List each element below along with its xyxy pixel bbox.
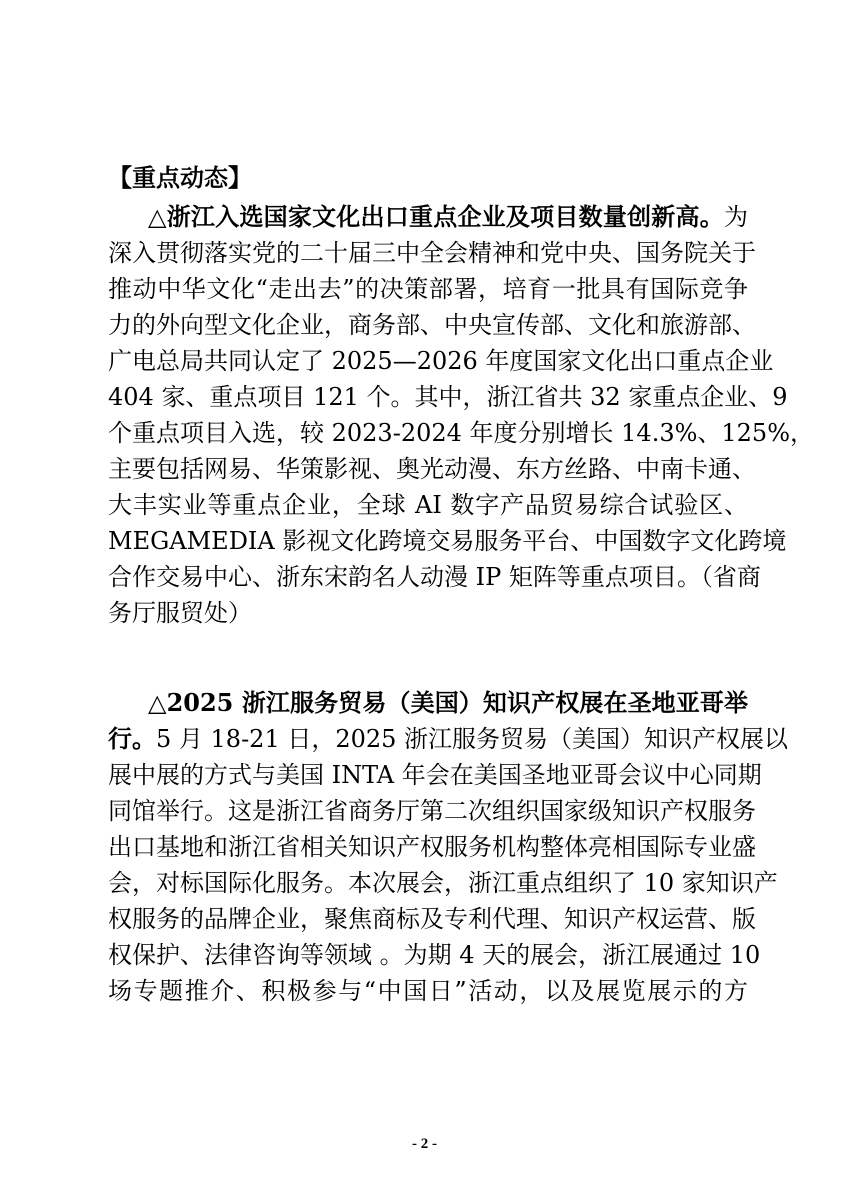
paragraph-line: 同馆举行。这是浙江省商务厅第二次组织国家级知识产权服务 (108, 797, 756, 825)
paragraph-line: 场专题推介、积极参与“中国日”活动，以及展览展示的方 (108, 977, 748, 1005)
paragraph-line (108, 199, 748, 235)
paragraph-line: 力的外向型文化企业，商务部、中央宣传部、文化和旅游部、 (108, 311, 756, 339)
news-item-2 (108, 685, 789, 1009)
paragraph-line: 权保护、法律咨询等领域 。为期 4 天的展会，浙江展通过 10 (108, 941, 761, 969)
paragraph-line (108, 685, 748, 721)
paragraph-line: 合作交易中心、浙东宋韵名人动漫 IP 矩阵等重点项目。（省商 (108, 563, 761, 591)
paragraph-line: MEGAMEDIA 影视文化跨境交易服务平台、中国数字文化跨境 (108, 527, 787, 555)
paragraph-line: 出口基地和浙江省相关知识产权服务机构整体亮相国际专业盛 (108, 833, 756, 861)
paragraph-text: 5 月 18-21 日，2025 浙江服务贸易（美国）知识产权展以 (156, 725, 789, 753)
item-title: △2025 浙江服务贸易（美国）知识产权展在圣地亚哥举 (148, 688, 748, 717)
paragraph-line: 广电总局共同认定了 2025—2026 年度国家文化出口重点企业 (108, 347, 774, 375)
page-number: - 2 - (412, 1136, 437, 1152)
paragraph-line: 主要包括网易、华策影视、奥光动漫、东方丝路、中南卡通、 (108, 455, 756, 483)
item-title: △浙江入选国家文化出口重点企业及项目数量创新高。 (148, 202, 724, 231)
paragraph-line: 个重点项目入选，较 2023-2024 年度分别增长 14.3%、125%， (108, 419, 815, 447)
paragraph-line: 展中展的方式与美国 INTA 年会在美国圣地亚哥会议中心同期 (108, 761, 762, 789)
item-title-continued: 行。 (108, 724, 156, 753)
paragraph-line (108, 721, 789, 757)
paragraph-line: 权服务的品牌企业，聚焦商标及专利代理、知识产权运营、版 (108, 905, 756, 933)
paragraph-line: 大丰实业等重点企业，全球 AI 数字产品贸易综合试验区、 (108, 491, 748, 519)
paragraph-text: 为 (724, 203, 748, 231)
paragraph-line: 404 家、重点项目 121 个。其中，浙江省共 32 家重点企业、9 (108, 383, 788, 411)
paragraph-line: 务厅服贸处） (108, 599, 252, 627)
news-item-1 (108, 199, 815, 631)
section-heading: 【重点动态】 (108, 164, 252, 192)
paragraph-line: 会，对标国际化服务。本次展会，浙江重点组织了 10 家知识产 (108, 869, 778, 897)
paragraph-line: 推动中华文化“走出去”的决策部署，培育一批具有国际竞争 (108, 275, 748, 303)
paragraph-line: 深入贯彻落实党的二十届三中全会精神和党中央、国务院关于 (108, 239, 756, 267)
